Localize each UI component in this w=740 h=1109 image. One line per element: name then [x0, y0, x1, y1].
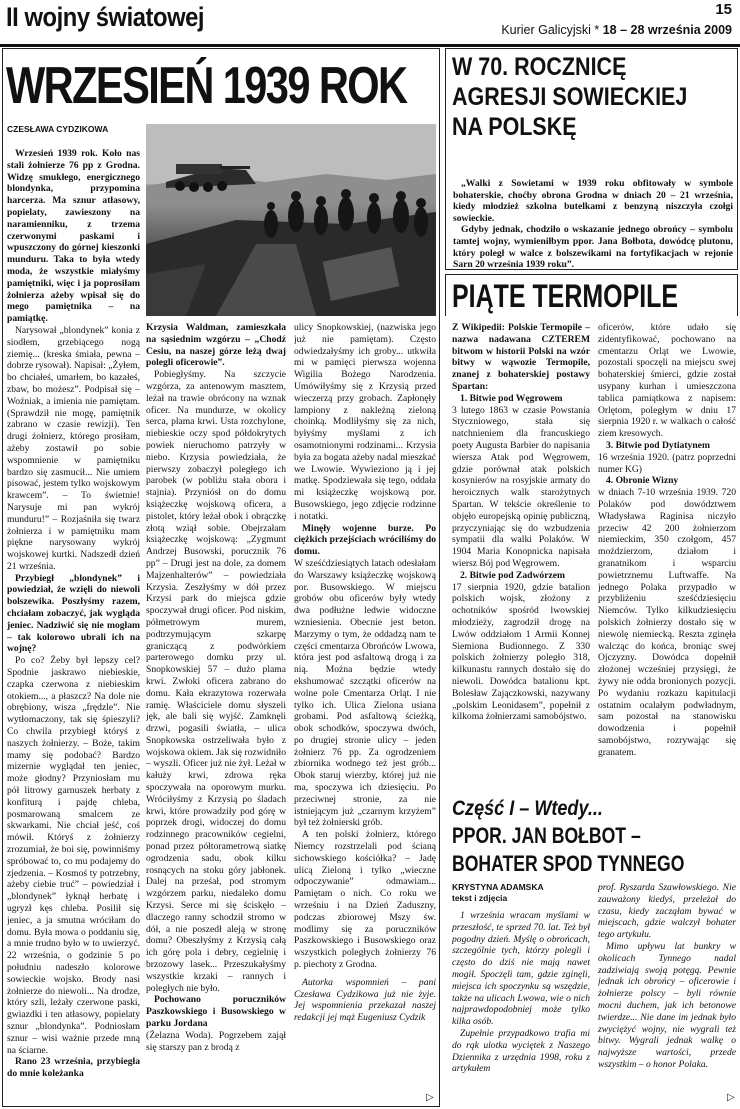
subheading: 2. Bitwie pod Zadwórzem	[460, 569, 565, 581]
paragraph: Wrzesień 1939 rok. Koło nas stali żołnierze 76 pp z Grodna. Widzę smukłego, energicznego blondynka, przypomina harcerza. Ma sznur atłasowy, popielaty, zawieszony na naramienniku, z trzema czerwonymi paskami i wpuszczony do górnej kieszonki munduru. Taka to była wtedy moda, że wszystkie miałyśmy pamiętniki, więc i ja poprosiłam żołnierza ażeby wpisał się do mego pamiętnika – na pamiątkę.	[7, 148, 140, 325]
issue-date: 18 – 28 września 2009	[602, 23, 732, 37]
author-credit: tekst i zdjęcia	[452, 893, 508, 903]
left-article-col3	[294, 322, 436, 1106]
publication-name: Kurier Galicyjski *	[501, 23, 603, 37]
paragraph: ulicy Snopkowskiej, (nazwiska jego już nie pamiętam). Często odwiedzałyśmy ich groby... utkwiła mi w pamięci pierwsza wojenna Wigilia Bożego Narodzenia. Umówiłyśmy się z Krzysią przed wieczerzą przy grobach. Zapłonęły lampiony z nakleżną zieloną choinką. Modliłyśmy się za nich, byłyśmy myślami z ich osamotnionymi rodzinami... Krzysia była za bogata ażeby nadal mieszkać we Lwowie. Wywieziono ją i jej matkę. Spodziewała się tego, oddała mi książeczkę wojskową por. Busowskiego, jego zdjęcie rodzinne i notatki.	[294, 322, 436, 522]
issue-line	[501, 23, 732, 37]
paragraph: 17 sierpnia 1920, gdzie batalion polskich wojsk, złożony z ochotników spośród lwowskiej młodzieży, zagrodził drogę na Lwów oddziałom 1 Armii Konnej Siemiona Budionnego. Z 330 polskich żołnierzy poległo 318, kilkunastu rannych dostało się do niewoli. Dowódca batalionu kpt. Bolesław Zajączkowski, nazywany „polskim Leonidasem”, popełnił z kilkoma żołnierzami samobójstwo.	[452, 581, 590, 723]
right-article-title	[452, 52, 698, 142]
header-rule	[0, 44, 740, 47]
subheading: 4. Obronie Wizny	[606, 475, 679, 487]
left-article-col2	[146, 322, 286, 1106]
paragraph: Minęły wojenne burze. Po ciężkich przejściach wróciliśmy do domu.	[294, 522, 436, 558]
paragraph: prof. Ryszarda Szawłowskiego. Nie zauważony kiedyś, przeleżał do czasu, kiedy zacząłam bywać w miejscach, gdzie walczył bohater tego artykułu.	[598, 882, 736, 941]
paragraph: Z Wikipedii: Polskie Termopile – nazwa nadawana CZTEREM bitwom w historii Polski na wzór bitwy w wąwozie Termopile, znanej z bohaterskiej postawy Spartan:	[452, 322, 590, 392]
right-article-lead	[453, 178, 733, 271]
paragraph: (Żelazna Woda). Pogrzebem zajął się starszy pan z brodą z	[146, 1029, 286, 1053]
left-article-title: WRZESIEŃ 1939 ROK	[6, 57, 407, 115]
paragraph: Rano 23 września, przybiegła do mnie koleżanka	[7, 1056, 140, 1080]
paragraph: Narysował „blondynek” konia z siodłem, grzebiącego nogą ziemię... (kreska śmiała, pewna – dobrze rysował). Napisał: „Żyłem, bo chciałeś, umarłem, bo kazałeś, zbaw, bo możesz”. Podpisał się – Woźniak, a imienia nie pamiętam. (Sprawdził nie mogę, pamiętnik zabrano w czasie rewizji). Ten drugi żołnierz, którego prosiłam, ażeby zostawił po sobie wspomnienie w pamiętniku bardzo się zasmucił... Nie umiem pisować, jestem tylko wojskowym krawcem”. – To świetnie! Narysuje mi pan wykrój munduru!” – Rozjaśniła się twarz żołnierza i w pamiętniku mam piękne narysowany wykrój wojskowej kurtki. Nadszedł dzień 21 września.	[7, 324, 140, 572]
paragraph: 16 września 1920. (patrz poprzedni numer KG)	[598, 451, 736, 475]
continue-arrow-icon: ▷	[426, 1092, 434, 1103]
subheading: 1. Bitwie pod Węgrowem	[460, 392, 563, 404]
section2-col1	[452, 910, 590, 1106]
paragraph: Po co? Żeby był lepszy cel? Spodnie jaskrawo niebieskie, czapka czerwona z niebieskim otokiem..., a płaszcz? Na dole nie obrębiony, wisza „frędzle”. Nie wytłomaczony, tak się śpieszyli? Co chwila przybiegł któryś z naszych żołnierzy. – Boże, takim mamy się podobać? Bardzo mizernie wyglądał ten jeniec, może głodny? Przyniosłam mu pół litrowy garnuszek herbaty z konfiturą i pajdę chleba, posmarowaną smalcem ze skwarkami. Nie chciał jeść, coś mówił. Któryś z żołnierzy zrozumiał, że boi się, powinniśmy spróbować to, co mu podajemy do zjedzenia. – Kosmoś ty potrzebny, ażeby ciebie truć” – powiedział i „blondynek” łyknął herbatę i ugryzł kęs chleba. Posilił się jeniec, a ja smutna wróciłam do domu. Była mowa o poddaniu się, a mnie trudno było w to uwierzyć. 22 września, o godzinie 5 po południu nadeszło kolorowe sowieckie wojsko. Brody nasi żołnierze do niewoli... Na drodze, który szli, leżały czerwone paski, gwiazdki i ten atłasowy, popielaty sznur „blondynka”. Podniosłam sznur – wisi ważnie przede mną na ściarne.	[7, 655, 140, 1056]
archival-photo	[146, 124, 436, 316]
paragraph: Krzysia Waldman, zamieszkała na sąsiednim wzgórzu – „Chodź Cesiu, na naszej górze leżą dwaj polegli oficerowie”.	[146, 322, 286, 369]
paragraph: A ten polski żołnierz, którego Niemcy rozstrzelali pod ścianą sichowskiego kościółka? – Jadę ulicą Zieloną i tylko „wieczne odpoczywanie” odmawiam... Pamiętam o nich. Co roku we wrześniu i na Dzień Zaduszny, podczas zbiorowej Mszy św. modlimy się za poruczników Paszkowskiego i Busowskiego oraz wszystkich poległych żołnierzy 76 p. piechoty z Grodna.	[294, 829, 436, 971]
paragraph: w dniach 7-10 września 1939. 720 Polaków pod dowództwem Władysława Raginisa niczyło przeciw 42 200 żołnierzom niemieckim, 350 czołgom, 457 moździerzom, działom i granatnikom i wsparciu powietrznemu Luftwaffe. Na jednego Polaka przypadło w przybliżeniu sześćdziesięciu Niemców. Tylko kilkudziesięciu polskich żołnierzy dostało się w niewolę niemiecką. Reszta zginęła walcząc do końca, broniąc swej Ojczyzny. Dowódca dopełnił złożonej wcześniej przysięgi, że żywy nie odda bronionych pozycji. Po wydaniu rozkazu kapitulacji ostatnim ocalałym podwładnym, sam pozostał na stanowisku dowodzenia i popełnił samobójstwo, rozrywając się granatem.	[598, 487, 736, 758]
title-line: NA POLSKĘ	[452, 113, 577, 141]
left-article-col1	[7, 148, 140, 1106]
paragraph: oficerów, które udało się zidentyfikować, pochowano na cmentarzu Orląt we Lwowie, pozostali spoczęli na miejscu swej bohaterskiej śmierci, gdzie został usypany kurhan i umieszczona tablica pamiątkowa z napisem: Orlętom, poległym w dniu 17 sierpnia 1920 r. w walkach o całość ziem kresowych.	[598, 322, 736, 440]
termopile-col1	[452, 322, 590, 792]
series-label: Część I – Wtedy...	[452, 797, 603, 820]
subheading: 3. Bitwie pod Dytiatynem	[606, 439, 710, 451]
title-line: AGRESJI SOWIECKIEJ	[452, 83, 688, 111]
author-note: Autorka wspomnień – pani Czesława Cydzikowa już nie żyje. Jej wspomnienia przekazał naszej redakcji jej mąż Eugeniusz Cydzik	[294, 976, 436, 1024]
title-line: W 70. ROCZNICĘ	[452, 53, 627, 81]
paragraph: Gdyby jednak, chodziło o wskazanie jednego obrońcy – symbolu tamtej wojny, wymieniłbym ppor. Jana Bołbota, dowódcę plutonu, który poległ w walce z bolszewikami na fortyfikacjach w rejonie Sarn 20 września 1939 roku”.	[453, 224, 733, 271]
paragraph: Zupełnie przypadkowo trafia mi do rąk ulotka wyciętek z Naszego Dziennika z urzędnia 1998, roku z artykułem	[452, 1027, 590, 1075]
paragraph: Mimo upływu lat bunkry w okolicach Tynnego nadal zadziwiają swoją potęgą. Pewnie jednak ich obrońcy – oficerowie i żołnierze polscy – byli równie mocni duchem, jak ich betonowe twierdze... Nie dane im jednak było zwyciężyć wojny, nie wygrali też bitwy. Wygrali jednak walkę o najwyższe wartości, przede wszystkim – o honor Polaka.	[598, 940, 736, 1070]
title-line: BOHATER SPOD TYNNEGO	[452, 851, 685, 876]
author-name: KRYSTYNA ADAMSKA	[452, 882, 544, 892]
page-number: 15	[715, 1, 732, 18]
section2-author	[452, 882, 544, 904]
section2-title	[452, 822, 684, 878]
left-article-author: CZESŁAWA CYDZIKOWA	[7, 124, 109, 134]
title-line: PPOR. JAN BOŁBOT –	[452, 823, 641, 848]
continue-arrow-icon: ▷	[727, 1092, 735, 1103]
paragraph: W sześćdziesiątych latach odesłałam do Warszawy książeczkę wojskową por. Busowskiego. W miejscu grobów obu oficerów były wtedy dwa podłużne ledwie widoczne wzniesienia. Obecnie jest beton. Marzymy o tym, że oddadzą nam te części cmentarza Obrońców Lwowa, która jest pod asfaltową drogą i za nią. Można będzie wtedy ekshumować szczątki oficerów na wolne pole Cmentarza Orląt. I nie tylko ich. Ulica Zielona usiana grobami. Pod asfaltową ścieżką, obok schodków, spoczywa dwóch, po drugiej stronie ulicy – jeden żołnierz 76 pp. Za ogrodzeniem zbiornika wodnego też jest grób... Obok staruj wierzby, której już nie ma, spoczywa ich dziesięciu. Po przeciwnej stronie, za nie istniejącym już „czarnym krzyżem” był też żołnierski grób.	[294, 557, 436, 829]
termopile-title: PIĄTE TERMOPILE	[452, 278, 679, 314]
paragraph: Pobiegłyśmy. Na szczycie wzgórza, za antenowym masztem, leżał na trawie obrócony na wznak oficer. Na mundurze, w okolicy serca, plama krwi. Usta rozchylone, niebieskie oczy spod półdokrytych powiek nieruchomo patrzyły w niebo. Krzysia powiedziała, że pierwszy zobaczył poległego ich parobek (w pobliżu stała obora i stajnia). Przyniósł on do domu książeczkę wojskową oficera, a pistolet, który leżał obok i obrączkę złotą wziął sobie. Obejrzałam książeczkę wojskową: „Zygmunt Andrzej Busowski, porucznik 76 pp” – Drugi jest na dole, za domem Majzenhalterów” – powiedziała Krzysia. Zeszłyśmy w dół przez Krzysi park do miejsca gdzie spoczywał drugi oficer. Pod niskim, półmetrowym murem, podtrzymującym szkarpę graniczącą z podwórkiem parterowego domku przy ul. Snopkowskiej 57 – dużo plama krwi. Zwłoki oficera zabrano do domu. Kała ekrazytowa rozerwała ramię. Właściciele domu słyszeli jęk, ale bali się wyjść. Zamknęli drzwi, pogasili światła, – ulica Snopkowska ostrzeliwała było z wojskowa okiem. Jak się rozwidniło – wyszli. Oficer już nie żył. Leżał w kałuży krwi, zdrowa ręka spoczywała na oporowym murku. Wróciłyśmy z Krzysią po śladach krwi, które prowadziły pod górę w poprzek drogi, widoczej do domu rodzinnego pracowników cegielni, ponad przez półtorametrową siatkę ogrodzenia sadu, obok kilku rosnących na stoku góry jabłonek. Dalej na prześał, pod stromym wzgórzem parku, niedaleko domu Krzysi. Serce mi się ściskęło – dlaczego ranny schodził stromo w dół, a nie poszedł aleją w stronę domu? Obeszłyśmy z Krzysią całą ich górę pola i debry, cegielnię i brzozowy lasek... Przeszukałyśmy wszystkie krzaki – rannych i poległych nie było.	[146, 369, 286, 994]
paragraph: Pochowano poruczników Paszkowskiego i Busowskiego w parku Jordana	[146, 994, 286, 1030]
section-title: II wojny światowej	[6, 2, 205, 32]
paragraph: „Walki z Sowietami w 1939 roku obfitowały w symbole bohaterskie, choćby obrona Grodna w dniach 20 – 21 września, kiedy młodzież szkolna butelkami z benzyną niszczyła czołgi sowieckie.	[453, 178, 733, 224]
paragraph: 3 lutego 1863 w czasie Powstania Styczniowego, stała się natchnieniem dla francuskiego poety Augusta Barbier do napisania wiersza Atak pod Węgrowem, gdzie porównał atak polskich kosynierów na rosyjskie armaty do heroicznych walk starożytnych Spartan. W tekście określenie to objęło europejską opinię publiczną, przyczyniając się do wzbudzenia sympatii dla walki Polaków. W 1904 Maria Konopnicka napisała wiersz Bój pod Węgrowem.	[452, 404, 590, 569]
paragraph: Przybiegł „blondynek” i powiedział, że wzięli do niewoli bolszewika. Poszłyśmy razem, chciałam zobaczyć, jak wygląda jeniec. Nadziwić się nie mogłam – tak kolorowo ubrali ich na wojnę?	[7, 572, 140, 655]
page-header	[0, 0, 740, 44]
section2-col2	[598, 882, 736, 1106]
paragraph: 1 września wracam myślami w przeszłość, te sprzed 70. lat. Też był pogodny dzień. Myślę o obrońcach, szczególnie tych, którzy polegli i często do dziś nie mają nawet mogił. Spoczęli tam, gdzie zginęli, miejsca ich spoczynku są wszędzie, także na ulicach Lwowa, wie o nich najprawdopodobniej może tylko kilka osób.	[452, 910, 590, 1028]
termopile-col2	[598, 322, 736, 792]
